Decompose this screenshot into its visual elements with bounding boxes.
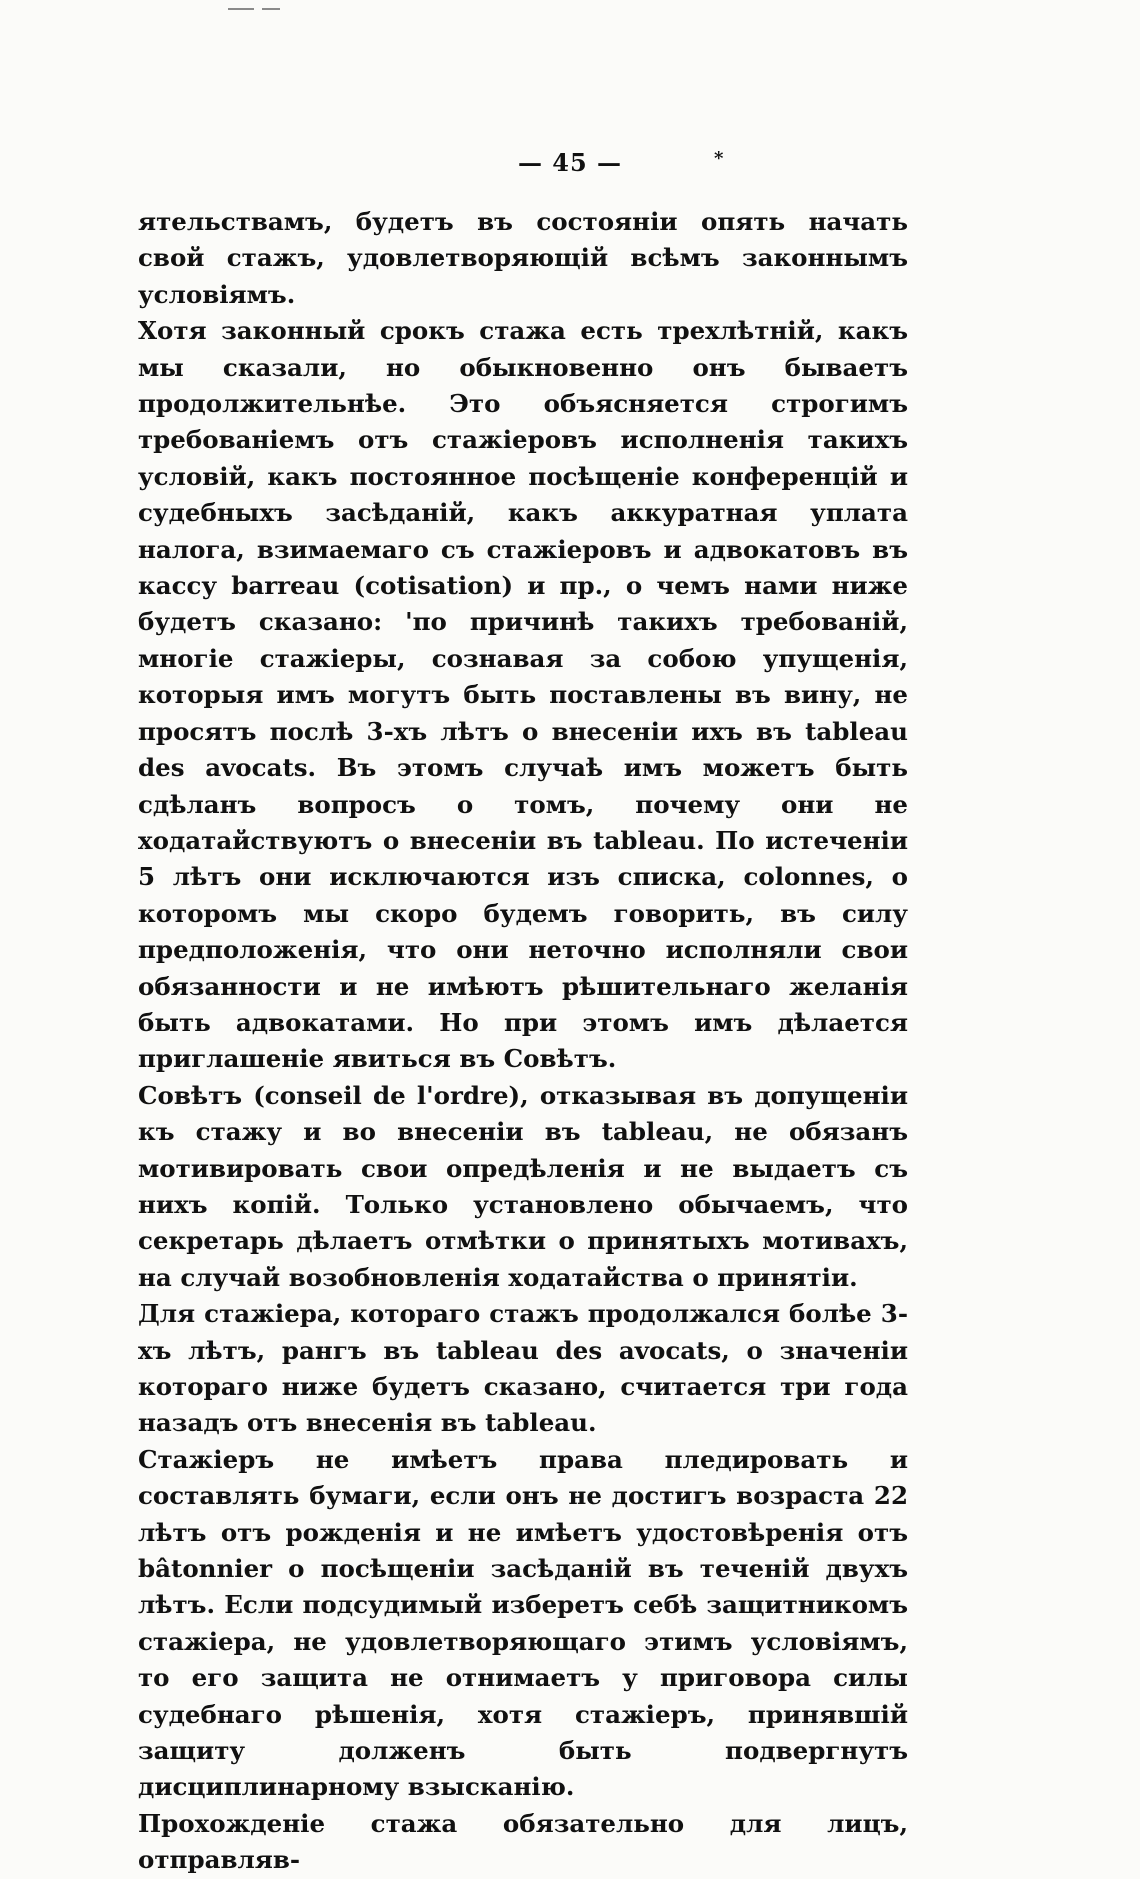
paragraph-obligation: Прохожденiе стажа обязательно для лицъ, отправляв- — [138, 1808, 908, 1875]
paragraph-pleading-rights: Стажiеръ не имѣетъ права пледировать и составлять бумаги, если онъ не достигъ возраста 22 лѣтъ отъ рожденiя и не имѣетъ удостовѣренiя отъ bâtonnier о посѣщенiи засѣданiй въ теченiй двухъ лѣтъ. Если подсудимый изберетъ себѣ защитникомъ стажiера, не удовлетворяющаго этимъ условiямъ, то его защита не отнимаетъ у приговора силы судебнаго рѣшенiя, хотя стажiеръ, принявшiй защиту долженъ быть подвергнутъ дисциплинарному взысканiю. — [138, 1444, 908, 1802]
paragraph-stage-duration: Хотя законный срокъ стажа есть трехлѣтнiй, какъ мы сказали, но обыкновенно онъ бываетъ продолжительнѣе. Это объясняется строгимъ требованiемъ отъ стажiеровъ исполненiя такихъ условiй, какъ постоянное посѣщенiе конференцiй и судебныхъ засѣданiй, какъ аккуратная уплата налога, взимаемаго съ стажiеровъ и адвокатовъ въ кассу barreau (cotisation) и пр., о чемъ нами ниже будетъ сказано: 'по причинѣ такихъ требованiй, многiе стажiеры, сознавая за собою упущенiя, которыя имъ могутъ быть поставлены въ вину, не просятъ послѣ 3-хъ лѣтъ о внесенiи ихъ въ tableau des avocats. Въ этомъ случаѣ имъ можетъ быть сдѣланъ вопросъ о томъ, почему они не ходатайствуютъ о внесенiи въ tableau. По истеченiи 5 лѣтъ они исключаются изъ списка, colonnes, о которомъ мы скоро будемъ говорить, въ силу предположенiя, что они неточно исполняли свои обязанности и не имѣютъ рѣшительнаго желанiя быть адвокатами. Но при этомъ имъ дѣлается приглашенiе явиться въ Совѣтъ. — [138, 316, 908, 1074]
page-number: — 45 — — [517, 148, 623, 177]
paragraph-rank: Для стажiера, котораго стажъ продолжался болѣе 3-хъ лѣтъ, рангъ въ tableau des avocats, о значенiи котораго ниже будетъ сказано, считается три года назадъ отъ внесенiя въ tableau. — [138, 1299, 908, 1438]
margin-mark: * — [714, 148, 724, 169]
paragraph-council: Совѣтъ (conseil de l'ordre), отказывая въ допущенiи къ стажу и во внесенiи въ tableau, не обязанъ мотивировать свои опредѣленiя и не выдаетъ съ нихъ копiй. Только установлено обычаемъ, что секретарь дѣлаетъ отмѣтки о принятыхъ мотивахъ, на случай возобновленiя ходатайства о принятiи. — [138, 1080, 908, 1292]
top-rule-right — [262, 8, 280, 10]
body-text — [138, 204, 908, 1879]
paragraph-continuation: ятельствамъ, будетъ въ состоянiи опять начать свой стажъ, удовлетворяющiй всѣмъ законнымъ условiямъ. — [138, 207, 908, 309]
top-rule-left — [228, 8, 254, 10]
